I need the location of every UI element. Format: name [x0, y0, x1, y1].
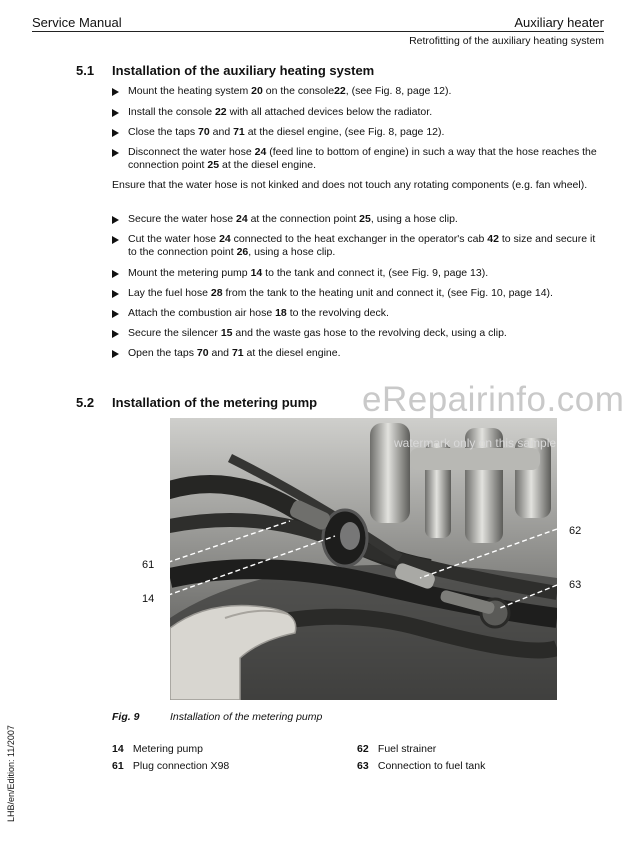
section-number: 5.2	[76, 395, 95, 410]
legend-item	[112, 743, 203, 755]
callout-61: 61	[142, 559, 155, 571]
manual-title: Service Manual	[32, 15, 122, 30]
arrow-bullet-icon	[112, 109, 119, 117]
arrow-bullet-icon	[112, 270, 119, 278]
instruction-text: Secure the water hose 24 at the connection point 25, using a hose clip.	[128, 213, 458, 225]
arrow-bullet-icon	[112, 236, 119, 244]
callout-14: 14	[142, 593, 155, 605]
watermark-subtext: watermark only on this sample	[394, 436, 557, 450]
arrow-bullet-icon	[112, 310, 119, 318]
arrow-bullet-icon	[112, 129, 119, 137]
arrow-bullet-icon	[112, 350, 119, 358]
legend-text: Connection to fuel tank	[377, 760, 486, 772]
legend-text: Plug connection X98	[132, 760, 230, 772]
legend-text: Metering pump	[132, 743, 203, 755]
section-number: 5.1	[76, 63, 95, 78]
legend-item	[112, 760, 229, 772]
figure-caption: Installation of the metering pump	[170, 711, 323, 723]
metering-pump-photo	[170, 418, 557, 700]
legend-number: 61	[112, 760, 124, 772]
instruction-text: Install the console 22 with all attached devices below the radiator.	[128, 106, 433, 118]
legend-item	[357, 743, 436, 755]
chapter-title: Auxiliary heater	[514, 15, 604, 30]
arrow-bullet-icon	[112, 330, 119, 338]
header-divider	[32, 31, 604, 32]
instruction-text: Mount the metering pump 14 to the tank and connect it, (see Fig. 9, page 13).	[128, 267, 489, 279]
edition-info: LHB/en/Edition: 11/2007	[6, 725, 16, 822]
instruction-text: Attach the combustion air hose 18 to the revolving deck.	[128, 307, 389, 319]
legend-item	[357, 760, 485, 772]
legend-text: Fuel strainer	[377, 743, 437, 755]
note-paragraph: Ensure that the water hose is not kinked and does not touch any rotating components (e.g. fan wheel).	[112, 179, 588, 191]
section-title: Installation of the metering pump	[112, 395, 318, 410]
legend-number: 14	[112, 743, 124, 755]
section-title: Installation of the auxiliary heating system	[112, 63, 375, 78]
instruction-text: Disconnect the water hose 24 (feed line to bottom of engine) in such a way that the hose reaches the connection point 25 at the diesel engine.	[128, 146, 597, 171]
arrow-bullet-icon	[112, 149, 119, 157]
watermark-text: eRepairinfo.com	[362, 380, 625, 419]
instruction-text: Mount the heating system 20 on the console22, (see Fig. 8, page 12).	[128, 85, 452, 97]
figure-label: Fig. 9	[112, 711, 140, 723]
engine-bay-illustration	[170, 418, 557, 700]
legend-number: 63	[357, 760, 369, 772]
arrow-bullet-icon	[112, 88, 119, 96]
instruction-text: Cut the water hose 24 connected to the heat exchanger in the operator's cab 42 to size and secure it to the connection point 26, using a hose clip.	[128, 233, 596, 258]
chapter-subtitle: Retrofitting of the auxiliary heating system	[409, 35, 604, 47]
instruction-text: Open the taps 70 and 71 at the diesel engine.	[128, 347, 341, 359]
instruction-text: Lay the fuel hose 28 from the tank to the heating unit and connect it, (see Fig. 10, page 14).	[128, 287, 553, 299]
callout-63: 63	[569, 579, 582, 591]
callout-62: 62	[569, 525, 582, 537]
arrow-bullet-icon	[112, 216, 119, 224]
instruction-text: Close the taps 70 and 71 at the diesel engine, (see Fig. 8, page 12).	[128, 126, 445, 138]
instruction-text: Secure the silencer 15 and the waste gas hose to the revolving deck, using a clip.	[128, 327, 507, 339]
legend-number: 62	[357, 743, 369, 755]
arrow-bullet-icon	[112, 290, 119, 298]
